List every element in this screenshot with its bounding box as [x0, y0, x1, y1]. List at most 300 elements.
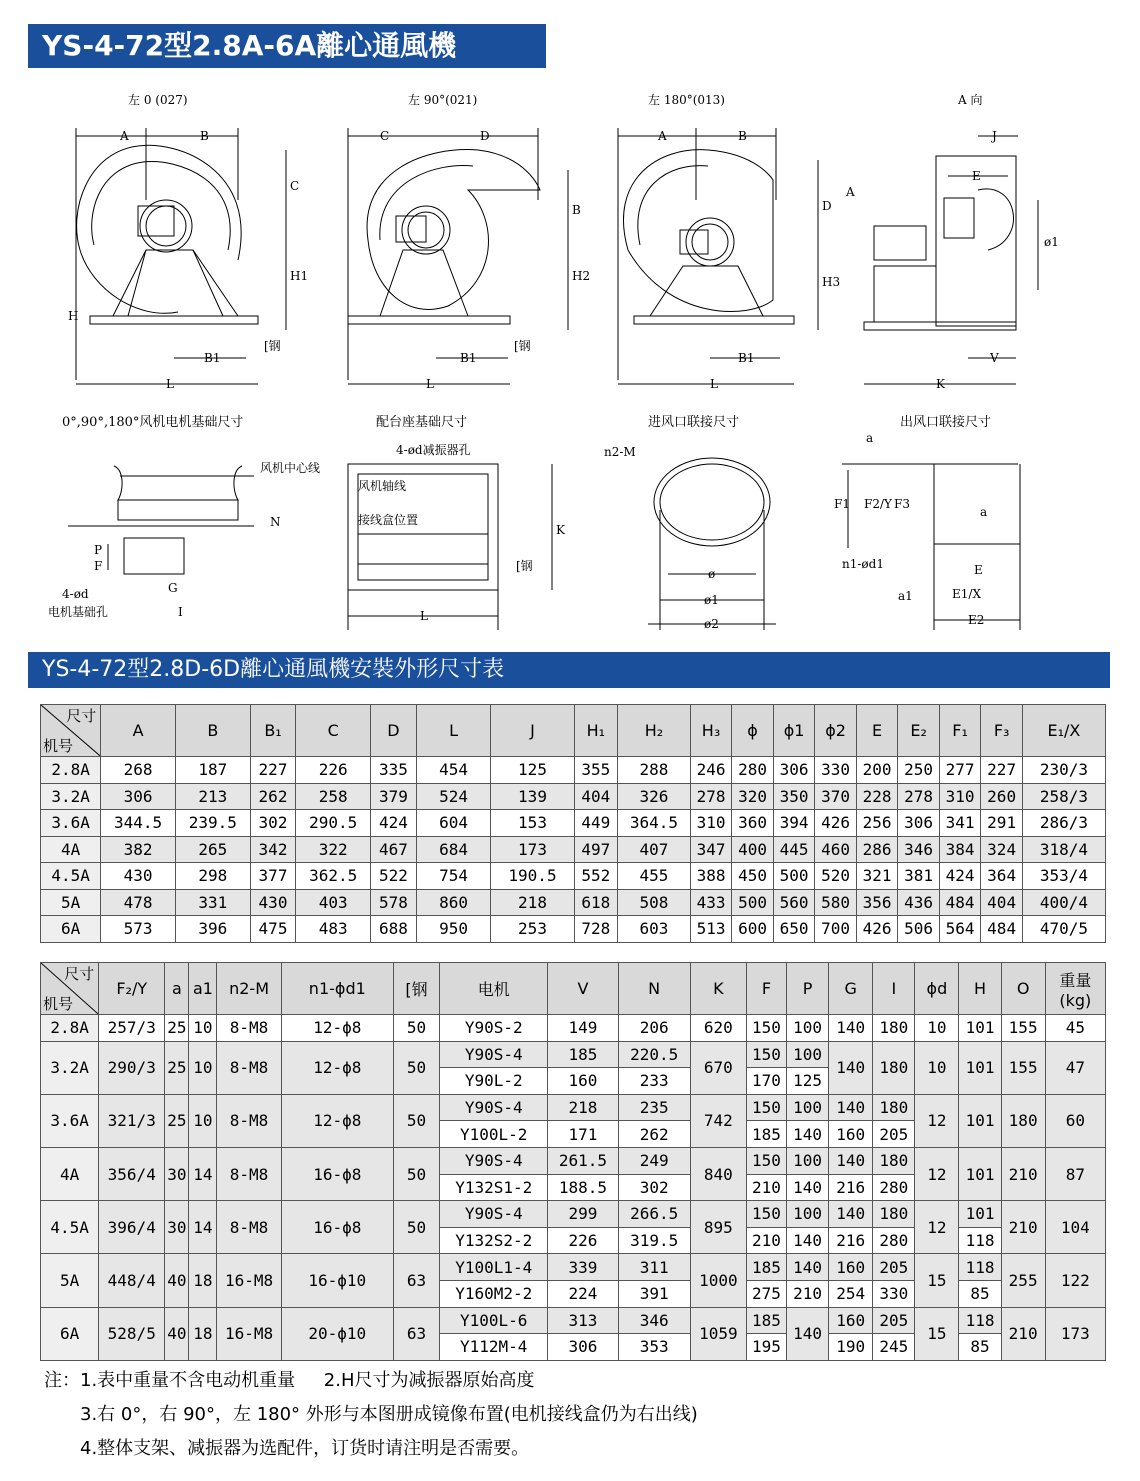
table1-cell: 310 — [690, 810, 732, 837]
view-label-left-90: 左 90°(021) — [408, 93, 478, 107]
table2-cell: 353 — [618, 1334, 690, 1361]
dim-label-e: E — [972, 169, 981, 183]
table1-model-cell: 6A — [41, 916, 101, 943]
table1-cell: 475 — [250, 916, 296, 943]
table1-cell: 600 — [732, 916, 774, 943]
table2-cell: 125 — [787, 1068, 829, 1095]
table2-cell: 180 — [873, 1201, 915, 1228]
table1-cell: 286/3 — [1022, 810, 1105, 837]
table1-cell: 153 — [491, 810, 574, 837]
table2-cell: 140 — [829, 1201, 873, 1228]
table2-cell: 330 — [873, 1280, 915, 1307]
table1-cell: 362.5 — [296, 863, 371, 890]
table2-header: a — [165, 963, 189, 1015]
table2-cell: 233 — [618, 1068, 690, 1095]
dim-label-v: V — [990, 351, 999, 365]
table2-cell: 150 — [746, 1201, 786, 1228]
table1-cell: 342 — [250, 836, 296, 863]
dim-label-gang-2: [钢 — [514, 339, 531, 353]
table1-cell: 700 — [815, 916, 857, 943]
dim-label-c: C — [290, 179, 300, 193]
table1-header: ϕ — [732, 705, 774, 757]
table2-row — [41, 1015, 1106, 1042]
table1-row — [41, 836, 1106, 863]
table1-model-cell: 4A — [41, 836, 101, 863]
table1-cell: 278 — [898, 783, 940, 810]
table2-row — [41, 1147, 1106, 1174]
table2-motor-cell: Y100L-6 — [440, 1307, 548, 1334]
note-line: 注：1.表中重量不含电动机重量 2.H尺寸为减振器原始高度 — [44, 1370, 535, 1391]
table1-cell: 513 — [690, 916, 732, 943]
table2-row — [41, 1307, 1106, 1334]
table2-header: V — [548, 963, 618, 1015]
table2-cell: 155 — [1001, 1015, 1045, 1042]
table2-cell: 118 — [959, 1307, 1001, 1334]
table2-cell: 10 — [189, 1094, 217, 1147]
table1-cell: 268 — [101, 757, 176, 784]
table1-cell: 484 — [939, 889, 981, 916]
table1-cell: 426 — [815, 810, 857, 837]
table2-cell: 280 — [873, 1174, 915, 1201]
table1-cell: 260 — [981, 783, 1023, 810]
table2-cell: 185 — [746, 1254, 786, 1281]
note-line: 4.整体支架、减振器为选配件，订货时请注明是否需要。 — [80, 1438, 530, 1459]
table2-header: N — [618, 963, 690, 1015]
table2-cell: 262 — [618, 1121, 690, 1148]
table1-model-cell: 2.8A — [41, 757, 101, 784]
dim-label-e1x: E1/X — [952, 587, 981, 601]
table1-cell: 450 — [732, 863, 774, 890]
table1-header: H₂ — [618, 705, 691, 757]
table1-cell: 404 — [981, 889, 1023, 916]
table1-cell: 256 — [856, 810, 898, 837]
table2-cell: 210 — [787, 1280, 829, 1307]
label-fan-center: 风机中心线 — [260, 461, 321, 475]
table2-cell: 16-M8 — [217, 1307, 281, 1360]
table1-cell: 508 — [618, 889, 691, 916]
table2-model-cell: 5A — [41, 1254, 99, 1307]
table1-cell: 684 — [416, 836, 491, 863]
dim-label-b1-3: B1 — [738, 351, 755, 365]
dim-label-b1: B1 — [204, 351, 221, 365]
table1-model-cell: 4.5A — [41, 863, 101, 890]
table2-motor-cell: Y100L-2 — [440, 1121, 548, 1148]
drawings-area — [28, 80, 1108, 640]
table2-cell: 210 — [1001, 1147, 1045, 1200]
table2-cell: 840 — [690, 1147, 746, 1200]
table1-row — [41, 889, 1106, 916]
table2-cell: 40 — [165, 1254, 189, 1307]
dim-label-n: N — [270, 515, 281, 529]
table2-cell: 311 — [618, 1254, 690, 1281]
table2-cell: 8-M8 — [217, 1041, 281, 1094]
table2-cell: 101 — [959, 1147, 1001, 1200]
dim-label-b: B — [200, 129, 209, 143]
table2-cell: 18 — [189, 1307, 217, 1360]
label-n1d1: n1-ød1 — [842, 557, 884, 571]
table1-cell: 258 — [296, 783, 371, 810]
table2-cell: 100 — [787, 1041, 829, 1068]
table2-header: O — [1001, 963, 1045, 1015]
table1-cell: 356 — [856, 889, 898, 916]
dim-label-h: H — [68, 309, 79, 323]
table1-cell: 455 — [618, 863, 691, 890]
table1-header: E — [856, 705, 898, 757]
table2-cell: 101 — [959, 1201, 1001, 1228]
table2-cell: 140 — [829, 1094, 873, 1121]
table1-header-row — [41, 705, 1106, 757]
table2-cell: 25 — [165, 1041, 189, 1094]
table2-cell: 140 — [829, 1147, 873, 1174]
table1-header: F₃ — [981, 705, 1023, 757]
table2-cell: 290/3 — [99, 1041, 165, 1094]
table2-cell: 170 — [746, 1068, 786, 1095]
table1-cell: 253 — [491, 916, 574, 943]
table2-cell: 15 — [915, 1254, 959, 1307]
table1-cell: 650 — [773, 916, 815, 943]
table1-cell: 326 — [618, 783, 691, 810]
table1-cell: 370 — [815, 783, 857, 810]
table2-header: P — [787, 963, 829, 1015]
table1-cell: 506 — [898, 916, 940, 943]
table2-motor-cell: Y132S1-2 — [440, 1174, 548, 1201]
table1-cell: 290.5 — [296, 810, 371, 837]
table2-motor-cell: Y132S2-2 — [440, 1227, 548, 1254]
dim-label-f: F — [94, 559, 103, 573]
table1-cell: 520 — [815, 863, 857, 890]
table2-cell: 257/3 — [99, 1015, 165, 1042]
table2-cell: 10 — [189, 1015, 217, 1042]
table2-row — [41, 1041, 1106, 1068]
table1-cell: 436 — [898, 889, 940, 916]
table2-model-cell: 6A — [41, 1307, 99, 1360]
table1-cell: 298 — [175, 863, 250, 890]
table1-cell: 239.5 — [175, 810, 250, 837]
table2-motor-cell: Y90S-4 — [440, 1041, 548, 1068]
table1-header: B₁ — [250, 705, 296, 757]
table2-cell: 210 — [746, 1227, 786, 1254]
table1-cell: 306 — [773, 757, 815, 784]
table-section-title: YS-4-72型2.8D-6D離心通風機安裝外形尺寸表 — [28, 652, 1110, 688]
table2-motor-cell: Y112M-4 — [440, 1334, 548, 1361]
table1-header: H₁ — [574, 705, 618, 757]
table1-header: E₁/X — [1022, 705, 1105, 757]
table2-cell: 396/4 — [99, 1201, 165, 1254]
pedestal-drawing — [348, 442, 566, 630]
table1-cell: 218 — [491, 889, 574, 916]
table1-cell: 355 — [574, 757, 618, 784]
dim-label-l-4: L — [420, 609, 428, 623]
table2-header: ϕd — [915, 963, 959, 1015]
dim-label-phi1: ø1 — [1044, 235, 1059, 249]
table2-cell: 155 — [1001, 1041, 1045, 1094]
dim-label-k-2: K — [556, 523, 565, 537]
table2-cell: 150 — [746, 1147, 786, 1174]
table2-cell: 140 — [787, 1174, 829, 1201]
dim-label-e-o: E — [974, 563, 983, 577]
table1-cell: 346 — [898, 836, 940, 863]
table2-cell: 391 — [618, 1280, 690, 1307]
table2-cell: 14 — [189, 1147, 217, 1200]
table2-cell: 140 — [829, 1041, 873, 1094]
table2-cell: 306 — [548, 1334, 618, 1361]
table2-cell: 140 — [787, 1121, 829, 1148]
table2-row — [41, 1201, 1106, 1228]
dim-label-phi1-2: ø1 — [704, 593, 719, 607]
fan-view-left-90 — [348, 93, 590, 391]
table1-cell: 573 — [101, 916, 176, 943]
view-label-a-dir: A 向 — [958, 93, 983, 107]
table1-cell: 603 — [618, 916, 691, 943]
table2-cell: 63 — [393, 1254, 439, 1307]
table2-cell: 220.5 — [618, 1041, 690, 1068]
table1-cell: 280 — [732, 757, 774, 784]
table1-cell: 353/4 — [1022, 863, 1105, 890]
dim-label-gang-1: [钢 — [264, 339, 281, 353]
table2-cell: 255 — [1001, 1254, 1045, 1307]
table2-cell: 30 — [165, 1147, 189, 1200]
table2-cell: 249 — [618, 1147, 690, 1174]
table1-header: F₁ — [939, 705, 981, 757]
table1-cell: 460 — [815, 836, 857, 863]
table2-cell: 8-M8 — [217, 1015, 281, 1042]
table2-cell: 180 — [873, 1015, 915, 1042]
table2-header: G — [829, 963, 873, 1015]
table2-model-cell: 3.6A — [41, 1094, 99, 1147]
table1-corner: 尺寸 机号 — [41, 705, 101, 757]
table2-cell: 85 — [959, 1280, 1001, 1307]
table2-cell: 12 — [915, 1094, 959, 1147]
dim-label-b-3: B — [738, 129, 747, 143]
table2-cell: 356/4 — [99, 1147, 165, 1200]
table2-cell: 185 — [548, 1041, 618, 1068]
dim-label-l-2: L — [426, 377, 434, 391]
table2-cell: 10 — [189, 1041, 217, 1094]
table2-cell: 16-ϕ8 — [281, 1201, 393, 1254]
table2-cell: 118 — [959, 1227, 1001, 1254]
table2-cell: 160 — [548, 1068, 618, 1095]
dim-label-b-2: B — [572, 203, 581, 217]
table1-cell: 754 — [416, 863, 491, 890]
table2-cell: 10 — [915, 1041, 959, 1094]
dimension-table-1 — [40, 704, 1106, 943]
table1-cell: 478 — [101, 889, 176, 916]
table1-cell: 322 — [296, 836, 371, 863]
table2-cell: 319.5 — [618, 1227, 690, 1254]
dim-label-i: I — [178, 605, 183, 619]
table1-cell: 173 — [491, 836, 574, 863]
table1-cell: 262 — [250, 783, 296, 810]
table1-cell: 125 — [491, 757, 574, 784]
table2-cell: 12 — [915, 1201, 959, 1254]
caption-pedestal-base: 配台座基础尺寸 — [376, 415, 468, 430]
table1-cell: 445 — [773, 836, 815, 863]
dim-label-a1: a1 — [898, 589, 913, 603]
view-label-left-180: 左 180°(013) — [648, 93, 725, 107]
table1-cell: 430 — [250, 889, 296, 916]
table2-cell: 205 — [873, 1121, 915, 1148]
table2-cell: 100 — [787, 1201, 829, 1228]
table1-cell: 330 — [815, 757, 857, 784]
label-motor-holes: 4-ød — [62, 587, 89, 601]
table2-row — [41, 1254, 1106, 1281]
table2-cell: 16-M8 — [217, 1254, 281, 1307]
table1-cell: 433 — [690, 889, 732, 916]
table2-cell: 12-ϕ8 — [281, 1094, 393, 1147]
table2-cell: 180 — [1001, 1094, 1045, 1147]
dim-label-g: G — [168, 581, 178, 595]
table1-cell: 187 — [175, 757, 250, 784]
table1-cell: 306 — [101, 783, 176, 810]
table2-header: H — [959, 963, 1001, 1015]
view-label-left-0: 左 0 (027) — [128, 93, 188, 107]
table1-cell: 396 — [175, 916, 250, 943]
table1-header: B — [175, 705, 250, 757]
table2-cell: 216 — [829, 1227, 873, 1254]
table2-cell: 218 — [548, 1094, 618, 1121]
table2-header: n1-ϕd1 — [281, 963, 393, 1015]
table1-cell: 384 — [939, 836, 981, 863]
technical-drawings — [28, 80, 1108, 640]
table1-cell: 950 — [416, 916, 491, 943]
table2-cell: 18 — [189, 1254, 217, 1307]
table2-cell: 50 — [393, 1015, 439, 1042]
table2-cell: 235 — [618, 1094, 690, 1121]
table2-cell: 210 — [746, 1174, 786, 1201]
table2-header: K — [690, 963, 746, 1015]
table1-cell: 230/3 — [1022, 757, 1105, 784]
table2-cell: 101 — [959, 1015, 1001, 1042]
table2-cell: 171 — [548, 1121, 618, 1148]
notes — [44, 1364, 698, 1466]
table2-cell: 50 — [393, 1041, 439, 1094]
table1-model-cell: 3.6A — [41, 810, 101, 837]
table2-header: a1 — [189, 963, 217, 1015]
table1-header: H₃ — [690, 705, 732, 757]
table2-cell: 180 — [873, 1094, 915, 1121]
fan-view-left-180 — [618, 93, 855, 391]
table1-cell: 139 — [491, 783, 574, 810]
dim-label-a-o: a — [866, 431, 874, 445]
caption-motor-base: 0°,90°,180°风机电机基础尺寸 — [62, 415, 244, 430]
dim-label-h3: H3 — [822, 275, 841, 289]
table2-cell: 100 — [787, 1015, 829, 1042]
table2-model-cell: 2.8A — [41, 1015, 99, 1042]
table1-model-cell: 3.2A — [41, 783, 101, 810]
table1-row — [41, 757, 1106, 784]
table2-cell: 216 — [829, 1174, 873, 1201]
table1-cell: 381 — [898, 863, 940, 890]
outlet-drawing — [834, 431, 1020, 630]
table1-cell: 320 — [732, 783, 774, 810]
dim-label-b1-2: B1 — [460, 351, 477, 365]
table2-cell: 12 — [915, 1147, 959, 1200]
table2-cell: 254 — [829, 1280, 873, 1307]
table1-cell: 379 — [371, 783, 417, 810]
table1-cell: 580 — [815, 889, 857, 916]
table2-corner: 尺寸 机号 — [41, 963, 99, 1015]
dim-label-l: L — [166, 377, 174, 391]
dim-label-d: D — [480, 129, 490, 143]
table2-cell: 173 — [1045, 1307, 1105, 1360]
table2-motor-cell: Y160M2-2 — [440, 1280, 548, 1307]
table1-cell: 258/3 — [1022, 783, 1105, 810]
table1-header: J — [491, 705, 574, 757]
dim-label-h2: H2 — [572, 269, 591, 283]
table1-cell: 688 — [371, 916, 417, 943]
table2-cell: 266.5 — [618, 1201, 690, 1228]
table1-header: E₂ — [898, 705, 940, 757]
table2-cell: 160 — [829, 1121, 873, 1148]
table1-header: A — [101, 705, 176, 757]
table2-model-cell: 3.2A — [41, 1041, 99, 1094]
table1-cell: 470/5 — [1022, 916, 1105, 943]
table1-cell: 306 — [898, 810, 940, 837]
table2-cell: 160 — [829, 1254, 873, 1281]
table2-cell: 339 — [548, 1254, 618, 1281]
table2-header: 电机 — [440, 963, 548, 1015]
table1-cell: 424 — [371, 810, 417, 837]
table1-cell: 265 — [175, 836, 250, 863]
table1-cell: 382 — [101, 836, 176, 863]
table2-header: 重量(kg) — [1045, 963, 1105, 1015]
table2-cell: 8-M8 — [217, 1147, 281, 1200]
table1-header: L — [416, 705, 491, 757]
table1-cell: 341 — [939, 810, 981, 837]
table1-cell: 500 — [773, 863, 815, 890]
table1-cell: 250 — [898, 757, 940, 784]
table2-cell: 122 — [1045, 1254, 1105, 1307]
dim-label-a-o2: a — [980, 505, 988, 519]
table1-cell: 335 — [371, 757, 417, 784]
dim-label-f1: F1 — [834, 497, 850, 511]
table1-cell: 578 — [371, 889, 417, 916]
table1-cell: 426 — [856, 916, 898, 943]
table1-cell: 552 — [574, 863, 618, 890]
table1-cell: 454 — [416, 757, 491, 784]
table1-row — [41, 916, 1106, 943]
table1-row — [41, 783, 1106, 810]
table2-model-cell: 4.5A — [41, 1201, 99, 1254]
dim-label-phi: ø — [708, 567, 716, 581]
table1-row — [41, 863, 1106, 890]
table1-cell: 288 — [618, 757, 691, 784]
table2-cell: 180 — [873, 1041, 915, 1094]
table2-cell: 150 — [746, 1041, 786, 1068]
table1-cell: 484 — [981, 916, 1023, 943]
table2-cell: 742 — [690, 1094, 746, 1147]
caption-outlet: 出风口联接尺寸 — [900, 415, 992, 430]
table1-cell: 286 — [856, 836, 898, 863]
table2-cell: 302 — [618, 1174, 690, 1201]
table1-cell: 560 — [773, 889, 815, 916]
dim-label-e2: E2 — [968, 613, 985, 627]
dim-label-k: K — [936, 377, 945, 391]
table1-cell: 449 — [574, 810, 618, 837]
table2-cell: 895 — [690, 1201, 746, 1254]
table2-motor-cell: Y90S-4 — [440, 1201, 548, 1228]
table1-cell: 728 — [574, 916, 618, 943]
table1-cell: 291 — [981, 810, 1023, 837]
table1-row — [41, 810, 1106, 837]
table1-cell: 310 — [939, 783, 981, 810]
table2-cell: 261.5 — [548, 1147, 618, 1174]
table1-cell: 403 — [296, 889, 371, 916]
dim-label-phi2: ø2 — [704, 617, 719, 631]
table2-motor-cell: Y90S-2 — [440, 1015, 548, 1042]
table2-cell: 1000 — [690, 1254, 746, 1307]
table1-cell: 324 — [981, 836, 1023, 863]
